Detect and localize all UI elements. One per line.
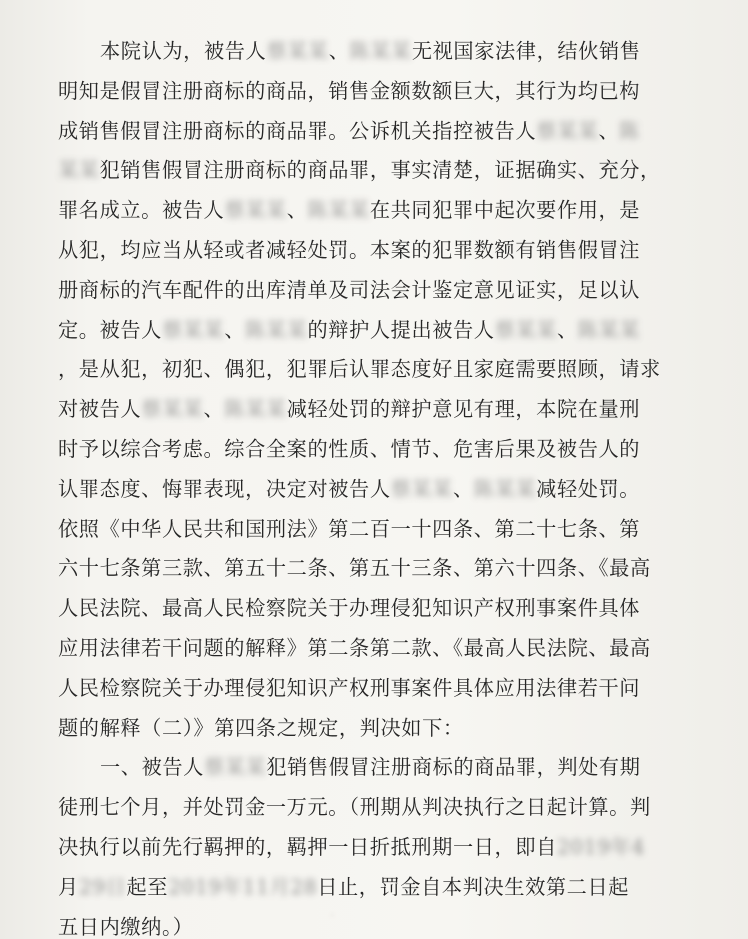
text-line (58, 470, 708, 510)
redacted-name: 2019年4 (556, 834, 645, 859)
text-segment: 在共同犯罪中起次要作用，是 (369, 198, 641, 223)
text-segment: 从犯，均应当从轻或者减轻处罚。本案的犯罪数额有销售假冒注 (58, 237, 641, 262)
judgment-text (58, 32, 708, 939)
redacted-name: 陈某某 (577, 317, 641, 342)
redacted-name: 蔡某某 (390, 476, 453, 501)
text-line (58, 908, 708, 939)
text-segment: 、 (598, 118, 620, 143)
text-line (58, 231, 708, 271)
text-segment: 题的解释（二）》第四条之规定，判决如下： (58, 715, 464, 740)
text-segment: 明知是假冒注册商标的商品，销售金额数额巨大，其行为均已构 (58, 78, 641, 103)
text-line (58, 828, 708, 868)
text-segment: 犯销售假冒注册商标的商品罪，判处有期 (266, 755, 641, 780)
text-line (58, 151, 708, 191)
text-segment: 应用法律若干问题的解释》第二条第二款、《最高人民法院、最高 (58, 635, 651, 660)
text-segment: 罪名成立。被告人 (58, 198, 225, 223)
text-segment: 认罪态度、悔罪表现，决定对被告人 (58, 476, 391, 501)
text-line (58, 112, 708, 152)
redacted-name: 蔡某某 (141, 397, 204, 422)
text-line (58, 311, 708, 351)
text-line (58, 350, 708, 390)
text-line (58, 271, 708, 311)
redacted-name: 某某 (58, 158, 100, 183)
text-segment: 、 (452, 476, 474, 501)
redacted-name: 陈某某 (473, 476, 537, 501)
text-line (58, 32, 708, 72)
text-segment: 对被告人 (58, 397, 142, 422)
text-segment: 月 (58, 874, 79, 899)
redacted-name: 蔡某某 (266, 39, 329, 63)
text-segment: 五日内缴纳。） (58, 914, 194, 939)
redacted-name: 蔡某某 (536, 118, 599, 143)
redacted-name: 29日 (78, 874, 127, 899)
text-segment: 犯销售假冒注册商标的商品罪，事实清楚，证据确实、充分， (99, 158, 661, 183)
text-segment: 、 (224, 317, 246, 342)
text-line (58, 669, 708, 709)
text-segment: 时予以综合考虑。综合全案的性质、情节、危害后果及被告人的 (58, 436, 641, 461)
text-segment: 依照《中华人民共和国刑法》第二百一十四条、第二十七条、第 (58, 516, 641, 541)
text-line (58, 748, 708, 788)
text-segment: 一、被告人 (100, 755, 204, 780)
text-segment: 决执行以前先行羁押的，羁押一日折抵刑期一日，即自 (58, 834, 557, 859)
text-segment: 成销售假冒注册商标的商品罪。公诉机关指控被告人 (58, 118, 537, 143)
text-segment: 起至 (126, 874, 169, 899)
text-line (58, 549, 708, 589)
text-line (58, 589, 708, 629)
text-segment: 减轻处罚的辩护意见有理，本院在量刑 (286, 397, 641, 422)
text-line (58, 430, 708, 470)
text-segment: 减轻处罚。 (536, 476, 641, 501)
text-segment: 日止，罚金自本判决生效第二日起 (317, 874, 630, 899)
text-line (58, 709, 708, 749)
text-segment: 无视国家法律，结伙销售 (411, 39, 641, 63)
text-segment: 人民检察院关于办理侵犯知识产权刑事案件具体应用法律若干问 (58, 675, 641, 700)
redacted-name: 蔡某某 (224, 198, 287, 223)
text-line (58, 390, 708, 430)
text-line (58, 788, 708, 828)
redacted-name: 陈某某 (349, 39, 412, 63)
redacted-name: 陈 (619, 118, 641, 143)
text-segment: 定。被告人 (58, 317, 162, 342)
text-line (58, 868, 708, 908)
text-segment: 、 (203, 397, 225, 422)
bleed-through-mark: · (330, 908, 335, 924)
text-segment: 人民法院、最高人民检察院关于办理侵犯知识产权刑事案件具体 (58, 596, 641, 621)
text-segment: 六十七条第三款、第五十二条、第五十三条、第六十四条、《最高 (58, 556, 651, 581)
text-segment: 的辩护人提出被告人 (307, 317, 495, 342)
text-line (58, 72, 708, 112)
text-line (58, 191, 708, 231)
redacted-name: 2019年11月28 (168, 874, 318, 899)
redacted-name: 陈某某 (224, 397, 287, 422)
redacted-name: 蔡某某 (494, 317, 557, 342)
redacted-name: 陈某某 (245, 317, 308, 342)
text-segment: 、 (328, 39, 350, 63)
text-segment: 、 (556, 317, 578, 342)
text-segment: 本院认为，被告人 (100, 39, 267, 63)
text-line (58, 510, 708, 550)
text-segment: 册商标的汽车配件的出库清单及司法会计鉴定意见证实，足以认 (58, 277, 641, 302)
redacted-name: 蔡某某 (161, 317, 225, 342)
text-segment: 徒刑七个月，并处罚金一万元。（刑期从判决执行之日起计算。判 (58, 795, 651, 820)
text-line (58, 629, 708, 669)
redacted-name: 陈某某 (307, 198, 370, 223)
text-segment: 、 (286, 198, 308, 223)
text-segment: ，是从犯，初犯、偶犯，犯罪后认罪态度好且家庭需要照顾，请求 (58, 357, 661, 382)
redacted-name: 蔡某某 (203, 755, 267, 780)
